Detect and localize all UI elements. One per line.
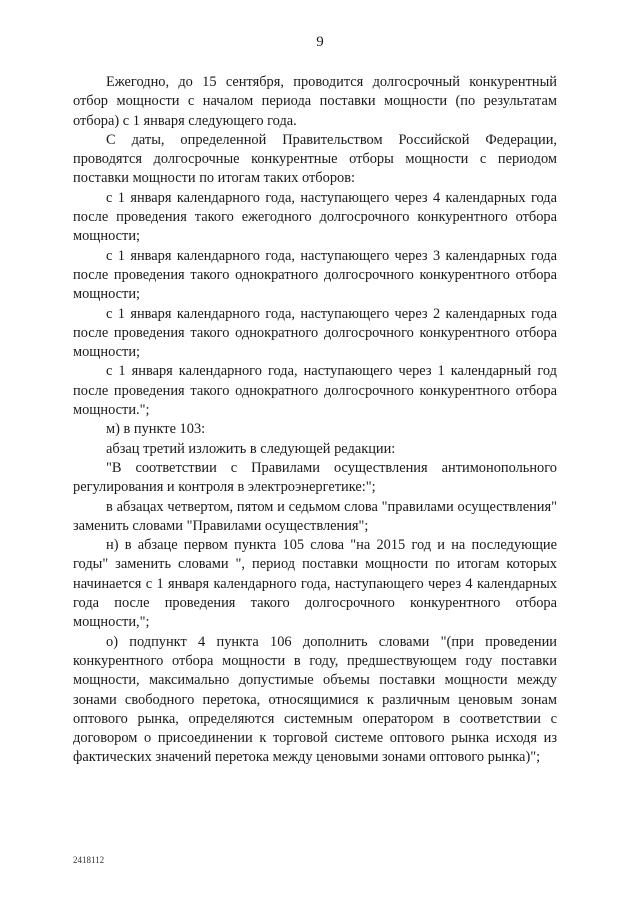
paragraph: м) в пункте 103: [106, 421, 206, 438]
document-code: 2418112 [73, 855, 105, 865]
paragraph: с 1 января календарного года, наступающего через 4 календарных года после проведения такого ежегодного долгосрочного конкурентного отбора мощности; [73, 189, 557, 245]
paragraph: о) подпункт 4 пункта 106 дополнить словами "(при проведении конкурентного отбора мощности в году, предшествующем году поставки мощности, максимально допустимые объемы поставки мощности между зонами свободного перетока, относящимися к различным ценовым зонам оптового рынка, определяются системным оператором в соответствии с договором о присоединении к торговой системе оптового рынка исходя из фактических значений перетока между ценовыми зонами оптового рынка)"; [73, 633, 557, 766]
paragraph: в абзацах четвертом, пятом и седьмом слова "правилами осуществления" заменить словами "Правилами осуществления"; [73, 498, 557, 534]
page-number: 9 [316, 34, 324, 50]
paragraph: абзац третий изложить в следующей редакции: [106, 440, 396, 457]
paragraph: С даты, определенной Правительством Российской Федерации, проводятся долгосрочные конкурентные отборы мощности с периодом поставки мощности по итогам таких отборов: [73, 131, 557, 187]
document-body [73, 73, 557, 768]
paragraph: с 1 января календарного года, наступающего через 1 календарный год после проведения такого однократного долгосрочного конкурентного отбора мощности."; [73, 363, 557, 419]
paragraph: Ежегодно, до 15 сентября, проводится долгосрочный конкурентный отбор мощности с началом периода поставки мощности (по результатам отбора) с 1 января следующего года. [73, 74, 557, 129]
paragraph: н) в абзаце первом пункта 105 слова "на 2015 год и на последующие годы" заменить словами ", период поставки мощности по итогам которых начинается с 1 января календарного года, наступающего через 4 календарных года после проведения такого долгосрочного конкурентного отбора мощности,"; [73, 537, 557, 631]
paragraph: с 1 января календарного года, наступающего через 2 календарных года после проведения такого однократного долгосрочного конкурентного отбора мощности; [73, 305, 557, 361]
paragraph: с 1 января календарного года, наступающего через 3 календарных года после проведения такого однократного долгосрочного конкурентного отбора мощности; [73, 247, 557, 303]
paragraph: "В соответствии с Правилами осуществления антимонопольного регулирования и контроля в электроэнергетике:"; [73, 459, 557, 496]
